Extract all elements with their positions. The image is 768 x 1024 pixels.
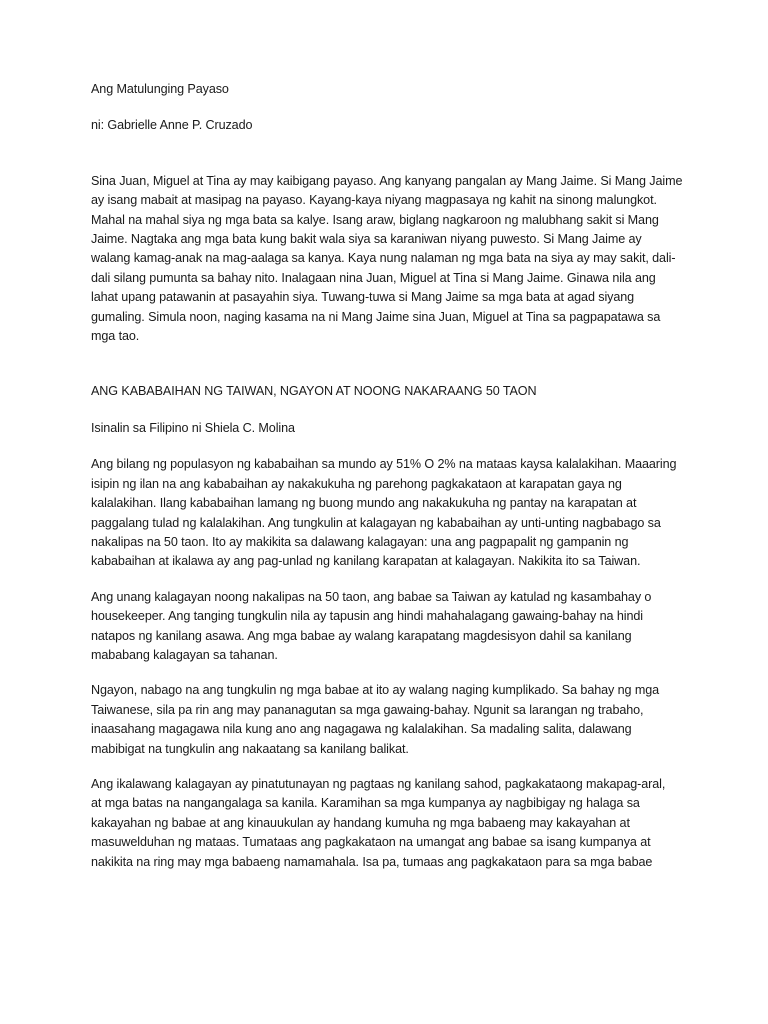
paragraph [91,455,711,571]
text-line: Jaime. Nagtaka ang mga bata kung bakit wala siya sa karaniwan niyang puwesto. Si Mang Jaime ay [91,232,642,247]
text-line: inaasahang magagawa nila kung ano ang nagagawa ng kalalakihan. Sa madaling salita, dalawang [91,722,632,737]
text-line: mabibigat na tungkulin ang nakaatang sa kanilang balikat. [91,741,409,756]
text-line: nakalipas na 50 taon. Ito ay makikita sa dalawang kalagayan: una ang pagpapalit ng gampanin ng [91,534,629,549]
text-line: mga tao. [91,329,140,344]
text-line: Ang bilang ng populasyon ng kababaihan sa mundo ay 51% O 2% na mataas kaysa kalalakihan. Maaaring [91,457,677,472]
text-line: paggalang tulad ng kalalakihan. Ang tungkulin at kalagayan ng kababaihan ay unti-unting nagbabago sa [91,515,661,530]
text-line: housekeeper. Ang tanging tungkulin nila ay tapusin ang hindi mahahalagang gawaing-bahay na hindi [91,609,643,624]
text-line: natapos ng kanilang asawa. Ang mga babae ay walang karapatang magdesisyon dahil sa kanilang [91,628,632,643]
text-line: isipin ng ilan na ang kababaihan ay nakakukuha ng parehong pagkakataon at karapatan gaya ng [91,476,622,491]
text-line: nakikita na ring may mga babaeng namamahala. Isa pa, tumaas ang pagkakataon para sa mga babae [91,854,653,869]
story-author: ni: Gabrielle Anne P. Cruzado [91,118,253,133]
text-line: ay isang mabait at masipag na payaso. Kayang-kaya niyang magpasaya ng kahit na sinong malungkot. [91,193,657,208]
story-title: Ang Matulunging Payaso [91,82,229,96]
text-line: lahat upang patawanin at pasayahin siya. Tuwang-tuwa si Mang Jaime sa mga bata at agad siyang [91,290,635,305]
article-translator: Isinalin sa Filipino ni Shiela C. Molina [91,420,295,435]
article-title: ANG KABABAIHAN NG TAIWAN, NGAYON AT NOONG NAKARAANG 50 TAON [91,384,537,399]
text-line: Ang unang kalagayan noong nakalipas na 50 taon, ang babae sa Taiwan ay katulad ng kasambahay o [91,589,652,604]
text-line: Ang ikalawang kalagayan ay pinatutunayan ng pagtaas ng kanilang sahod, pagkakataong makapag-aral, [91,776,666,791]
text-line: Mahal na mahal siya ng mga bata sa kalye. Isang araw, biglang nagkaroon ng malubhang sakit si Mang [91,212,659,227]
text-line: mababang kalagayan sa tahanan. [91,647,278,662]
text-line: Ngayon, nabago na ang tungkulin ng mga babae at ito ay walang naging kumplikado. Sa bahay ng mga [91,683,660,698]
text-line: kalalakihan. Ilang kababaihan lamang ng buong mundo ang nakakukuha ng pantay na karapatan at [91,496,637,511]
text-line: Sina Juan, Miguel at Tina ay may kaibigang payaso. Ang kanyang pangalan ay Mang Jaime. Si Mang Jaime [91,173,683,188]
text-line: masuwelduhan ng mataas. Tumataas ang pagkakataon na umangat ang babae sa isang kumpanya at [91,835,651,850]
paragraph [91,588,711,666]
text-line: walang kamag-anak na mag-aalaga sa kanya. Kaya nung nalaman ng mga bata na siya ay may sakit, dali- [91,251,676,266]
text-line: kakayahan ng babae at ang kinauukulan ay handang kumuha ng mga babaeng may kakayahan at [91,815,630,830]
text-line: dali silang pumunta sa bahay nito. Inalagaan nina Juan, Miguel at Tina si Mang Jaime. Ginawa nila ang [91,270,656,285]
text-line: gumaling. Simula noon, naging kasama na ni Mang Jaime sina Juan, Miguel at Tina sa pagpapatawa sa [91,309,661,324]
document-page [91,80,711,872]
text-line: Taiwanese, sila pa rin ang may pananagutan sa mga gawaing-bahay. Ngunit sa larangan ng trabaho, [91,702,644,717]
paragraph [91,681,711,759]
text-line: kababaihan at ikalawa ay ang pag-unlad ng kanilang karapatan at kalagayan. Nakikita ito sa Taiwan. [91,554,641,569]
story-body [91,172,711,347]
text-line: at mga batas na nangangalaga sa kanila. Karamihan sa mga kumpanya ay nagbibigay ng halaga sa [91,796,640,811]
paragraph [91,775,711,872]
